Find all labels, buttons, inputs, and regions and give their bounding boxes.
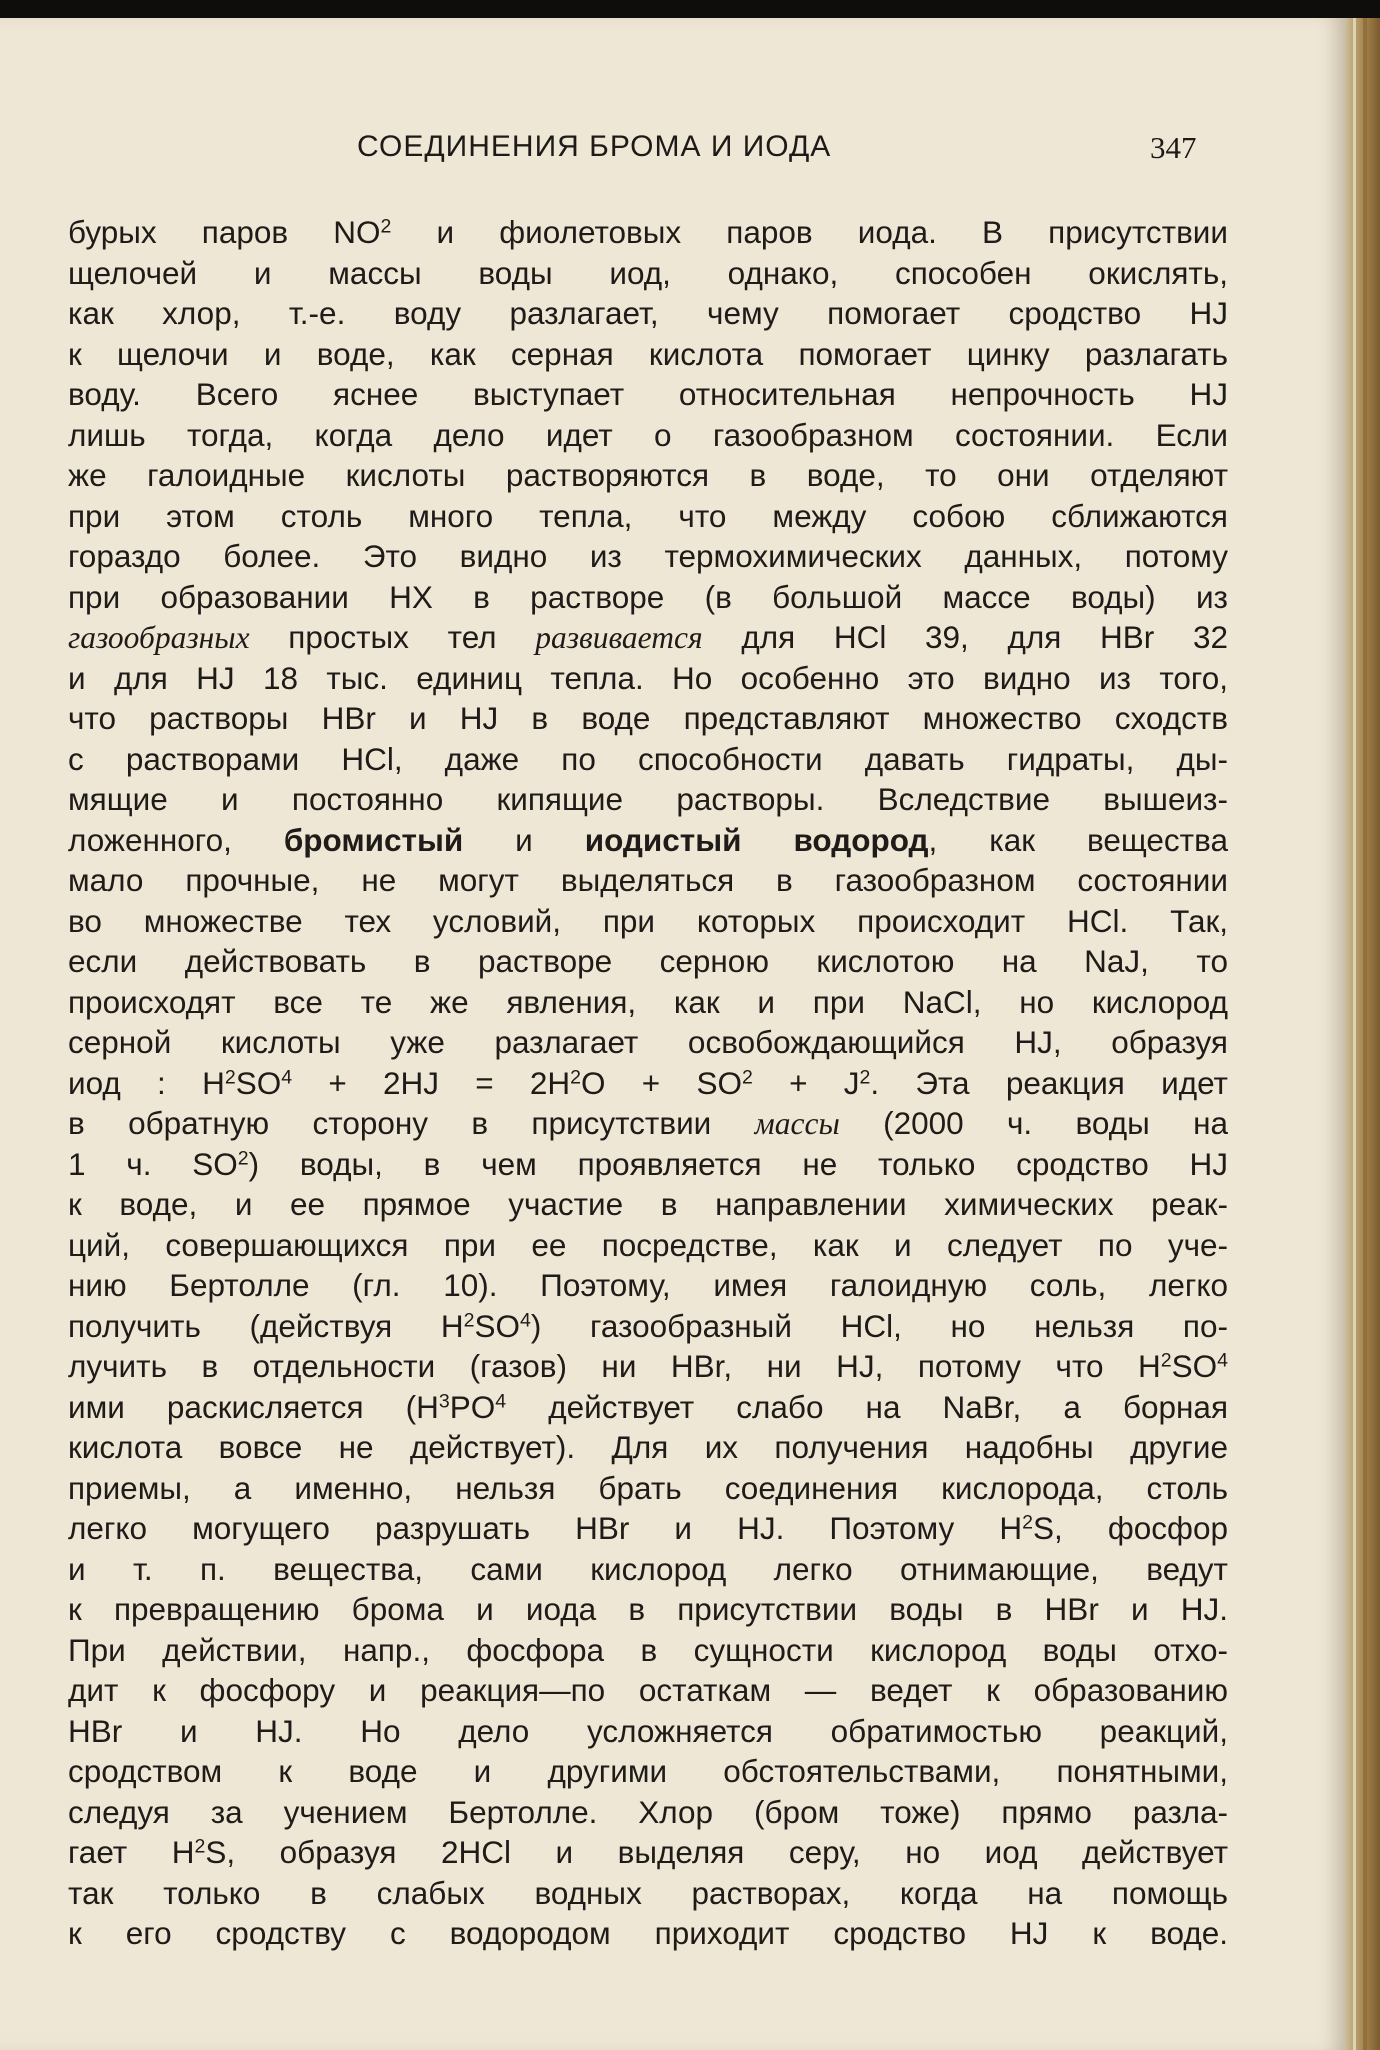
text-segment: ций, совершающихся при ее посредстве, как и следует по уче- bbox=[68, 1226, 1228, 1263]
text-segment: сродством к воде и другими обстоятельствами, понятными, bbox=[68, 1753, 1228, 1789]
text-segment: мящие и постоянно кипящие растворы. Вследствие вышеиз- bbox=[68, 781, 1228, 817]
text-line bbox=[68, 1751, 1228, 1792]
text-segment: же галоидные кислоты растворяются в воде, то они отделяют bbox=[68, 457, 1228, 493]
text-segment: лучить в отдельности (газов) ни HBr, ни HJ, потому что H bbox=[68, 1348, 1161, 1384]
text-segment: в обратную сторону в присутствии bbox=[68, 1105, 755, 1141]
text-segment: к воде, и ее прямое участие в направлении химических реак- bbox=[68, 1186, 1228, 1222]
text-line bbox=[68, 455, 1228, 496]
text-line bbox=[68, 698, 1228, 739]
text-line bbox=[68, 860, 1228, 901]
italic-term: газообразных bbox=[68, 620, 250, 655]
text-line bbox=[68, 1913, 1228, 1954]
text-segment: получить (действуя H bbox=[68, 1307, 464, 1344]
text-line bbox=[68, 1468, 1228, 1509]
text-segment: и bbox=[463, 821, 585, 858]
text-line bbox=[68, 617, 1228, 658]
text-segment: лишь тогда, когда дело идет о газообразном состоянии. Если bbox=[68, 416, 1228, 453]
text-segment: + 2HJ = 2H bbox=[292, 1064, 571, 1101]
text-segment: и фиолетовых паров иода. В присутствии bbox=[391, 214, 1228, 250]
text-segment: + J bbox=[752, 1064, 860, 1101]
text-segment: . Эта реакция идет bbox=[870, 1064, 1228, 1101]
superscript: 4 bbox=[1217, 1349, 1228, 1372]
superscript: 2 bbox=[1160, 1349, 1172, 1372]
text-line bbox=[68, 1873, 1228, 1914]
text-segment: нию Бертолле (гл. 10). Поэтому, имея галоидную соль, легко bbox=[68, 1267, 1228, 1303]
text-line bbox=[68, 1346, 1228, 1387]
text-segment: при этом столь много тепла, что между собою сближаются bbox=[68, 497, 1228, 534]
text-line bbox=[68, 1549, 1228, 1590]
text-segment: к щелочи и воде, как серная кислота помогает цинку разлагать bbox=[68, 335, 1228, 372]
text-segment: что растворы HBr и HJ в воде представляют множество сходств bbox=[68, 700, 1228, 736]
text-segment: гораздо более. Это видно из термохимических данных, потому bbox=[68, 538, 1228, 574]
page-edge-stack bbox=[1345, 18, 1380, 2050]
text-segment: кислота вовсе не действует). Для их получения надобны другие bbox=[68, 1429, 1228, 1465]
superscript: 2 bbox=[380, 215, 392, 238]
superscript: 2 bbox=[194, 1835, 206, 1858]
text-line bbox=[68, 658, 1228, 699]
book-page bbox=[0, 18, 1345, 2050]
text-segment: SO bbox=[474, 1307, 520, 1344]
italic-term: развивается bbox=[535, 620, 703, 655]
text-segment: если действовать в растворе серною кислотою на NaJ, то bbox=[68, 943, 1228, 979]
text-line bbox=[68, 1589, 1228, 1630]
superscript: 2 bbox=[741, 1065, 753, 1088]
superscript: 2 bbox=[859, 1065, 871, 1088]
superscript: 2 bbox=[463, 1308, 475, 1331]
text-line bbox=[68, 1387, 1228, 1428]
text-segment: с растворами HCl, даже по способности давать гидраты, ды- bbox=[68, 740, 1228, 777]
text-line bbox=[68, 253, 1228, 294]
text-segment: к его сродству с водородом приходит сродство HJ к воде. bbox=[68, 1915, 1228, 1951]
text-line bbox=[68, 1711, 1228, 1752]
text-segment: O + SO bbox=[581, 1064, 742, 1101]
superscript: 4 bbox=[281, 1065, 293, 1088]
running-header: СОЕДИНЕНИЯ БРОМА И ИОДА bbox=[357, 130, 832, 163]
text-line bbox=[68, 1063, 1228, 1104]
text-segment: ложенного, bbox=[68, 821, 284, 858]
text-segment: ) газообразный HCl, но нельзя по- bbox=[530, 1307, 1228, 1344]
text-line bbox=[68, 1144, 1228, 1185]
text-line bbox=[68, 982, 1228, 1023]
superscript: 2 bbox=[570, 1065, 582, 1088]
text-line bbox=[68, 739, 1228, 780]
text-line bbox=[68, 293, 1228, 334]
text-line bbox=[68, 536, 1228, 577]
text-segment: происходят все те же явления, как и при NaCl, но кислород bbox=[68, 983, 1228, 1020]
scan-top-edge bbox=[0, 0, 1380, 18]
text-segment: , как вещества bbox=[928, 821, 1229, 858]
superscript: 4 bbox=[520, 1308, 531, 1331]
text-segment: При действии, напр., фосфора в сущности кислород воды отхо- bbox=[68, 1631, 1228, 1668]
text-line bbox=[68, 212, 1228, 253]
text-segment: (2000 ч. воды на bbox=[839, 1105, 1228, 1141]
text-segment: гает H bbox=[68, 1834, 195, 1870]
text-line bbox=[68, 1225, 1228, 1266]
page-number: 347 bbox=[1150, 130, 1197, 165]
text-segment: дит к фосфору и реакция—по остаткам — ведет к образованию bbox=[68, 1672, 1228, 1708]
text-line bbox=[68, 1670, 1228, 1711]
text-segment: S, образуя 2HCl и выделяя серу, но иод действует bbox=[205, 1834, 1229, 1870]
text-line bbox=[68, 1103, 1228, 1144]
text-segment: SO bbox=[1171, 1348, 1218, 1384]
body-text bbox=[68, 212, 1228, 1954]
text-segment: ) воды, в чем проявляется не только сродство HJ bbox=[248, 1145, 1228, 1182]
text-line bbox=[68, 1265, 1228, 1306]
text-line bbox=[68, 577, 1228, 618]
italic-term: массы bbox=[754, 1106, 840, 1141]
text-line bbox=[68, 334, 1228, 375]
text-segment: простых тел bbox=[249, 619, 536, 655]
text-segment: ими раскисляется (H bbox=[68, 1388, 439, 1425]
superscript: 2 bbox=[224, 1065, 236, 1088]
text-segment: иод : H bbox=[68, 1064, 225, 1101]
text-segment: серной кислоты уже разлагает освобождающийся HJ, образуя bbox=[68, 1024, 1228, 1060]
bold-term: иодистый водород bbox=[584, 821, 929, 858]
text-segment: легко могущего разрушать HBr и HJ. Поэтому H bbox=[68, 1510, 1023, 1546]
superscript: 2 bbox=[237, 1146, 249, 1169]
text-line bbox=[68, 941, 1228, 982]
text-segment: мало прочные, не могут выделяться в газообразном состоянии bbox=[68, 862, 1228, 898]
text-line bbox=[68, 779, 1228, 820]
text-line bbox=[68, 415, 1228, 456]
text-line bbox=[68, 1184, 1228, 1225]
superscript: 2 bbox=[1022, 1511, 1033, 1534]
text-line bbox=[68, 1630, 1228, 1671]
text-segment: HBr и HJ. Но дело усложняется обратимостью реакций, bbox=[68, 1712, 1228, 1749]
text-segment: во множестве тех условий, при которых происходит HCl. Так, bbox=[68, 902, 1228, 939]
text-line bbox=[68, 374, 1228, 415]
text-segment: бурых паров NO bbox=[68, 214, 381, 250]
text-line bbox=[68, 1832, 1228, 1873]
text-segment: при образовании HX в растворе (в большой массе воды) из bbox=[68, 578, 1228, 615]
text-line bbox=[68, 1022, 1228, 1063]
text-segment: так только в слабых водных растворах, когда на помощь bbox=[68, 1874, 1228, 1911]
superscript: 4 bbox=[495, 1389, 507, 1412]
text-segment: для HCl 39, для HBr 32 bbox=[702, 619, 1228, 655]
text-segment: S, фосфор bbox=[1033, 1510, 1228, 1546]
text-segment: действует слабо на NaBr, а борная bbox=[506, 1388, 1229, 1425]
text-segment: приемы, а именно, нельзя брать соединения кислорода, столь bbox=[68, 1469, 1228, 1506]
text-segment: следуя за учением Бертолле. Хлор (бром тоже) прямо разла- bbox=[68, 1793, 1228, 1830]
text-line bbox=[68, 1427, 1228, 1468]
text-line bbox=[68, 1792, 1228, 1833]
text-segment: PO bbox=[449, 1388, 496, 1425]
superscript: 3 bbox=[438, 1389, 450, 1412]
text-segment: и для HJ 18 тыс. единиц тепла. Но особенно это видно из того, bbox=[68, 659, 1228, 696]
text-line bbox=[68, 1306, 1228, 1347]
text-segment: к превращению брома и иода в присутствии воды в HBr и HJ. bbox=[68, 1591, 1228, 1627]
text-segment: как хлор, т.-е. воду разлагает, чему помогает сродство HJ bbox=[68, 295, 1228, 331]
text-line bbox=[68, 496, 1228, 537]
text-segment: SO bbox=[235, 1064, 282, 1101]
text-segment: щелочей и массы воды иод, однако, способен окислять, bbox=[68, 254, 1228, 291]
text-line bbox=[68, 901, 1228, 942]
text-segment: воду. Всего яснее выступает относительная непрочность HJ bbox=[68, 376, 1228, 412]
text-segment: и т. п. вещества, сами кислород легко отнимающие, ведут bbox=[68, 1550, 1228, 1587]
text-line bbox=[68, 1508, 1228, 1549]
text-line bbox=[68, 820, 1228, 861]
bold-term: бромистый bbox=[283, 821, 464, 858]
text-segment: 1 ч. SO bbox=[68, 1145, 238, 1182]
